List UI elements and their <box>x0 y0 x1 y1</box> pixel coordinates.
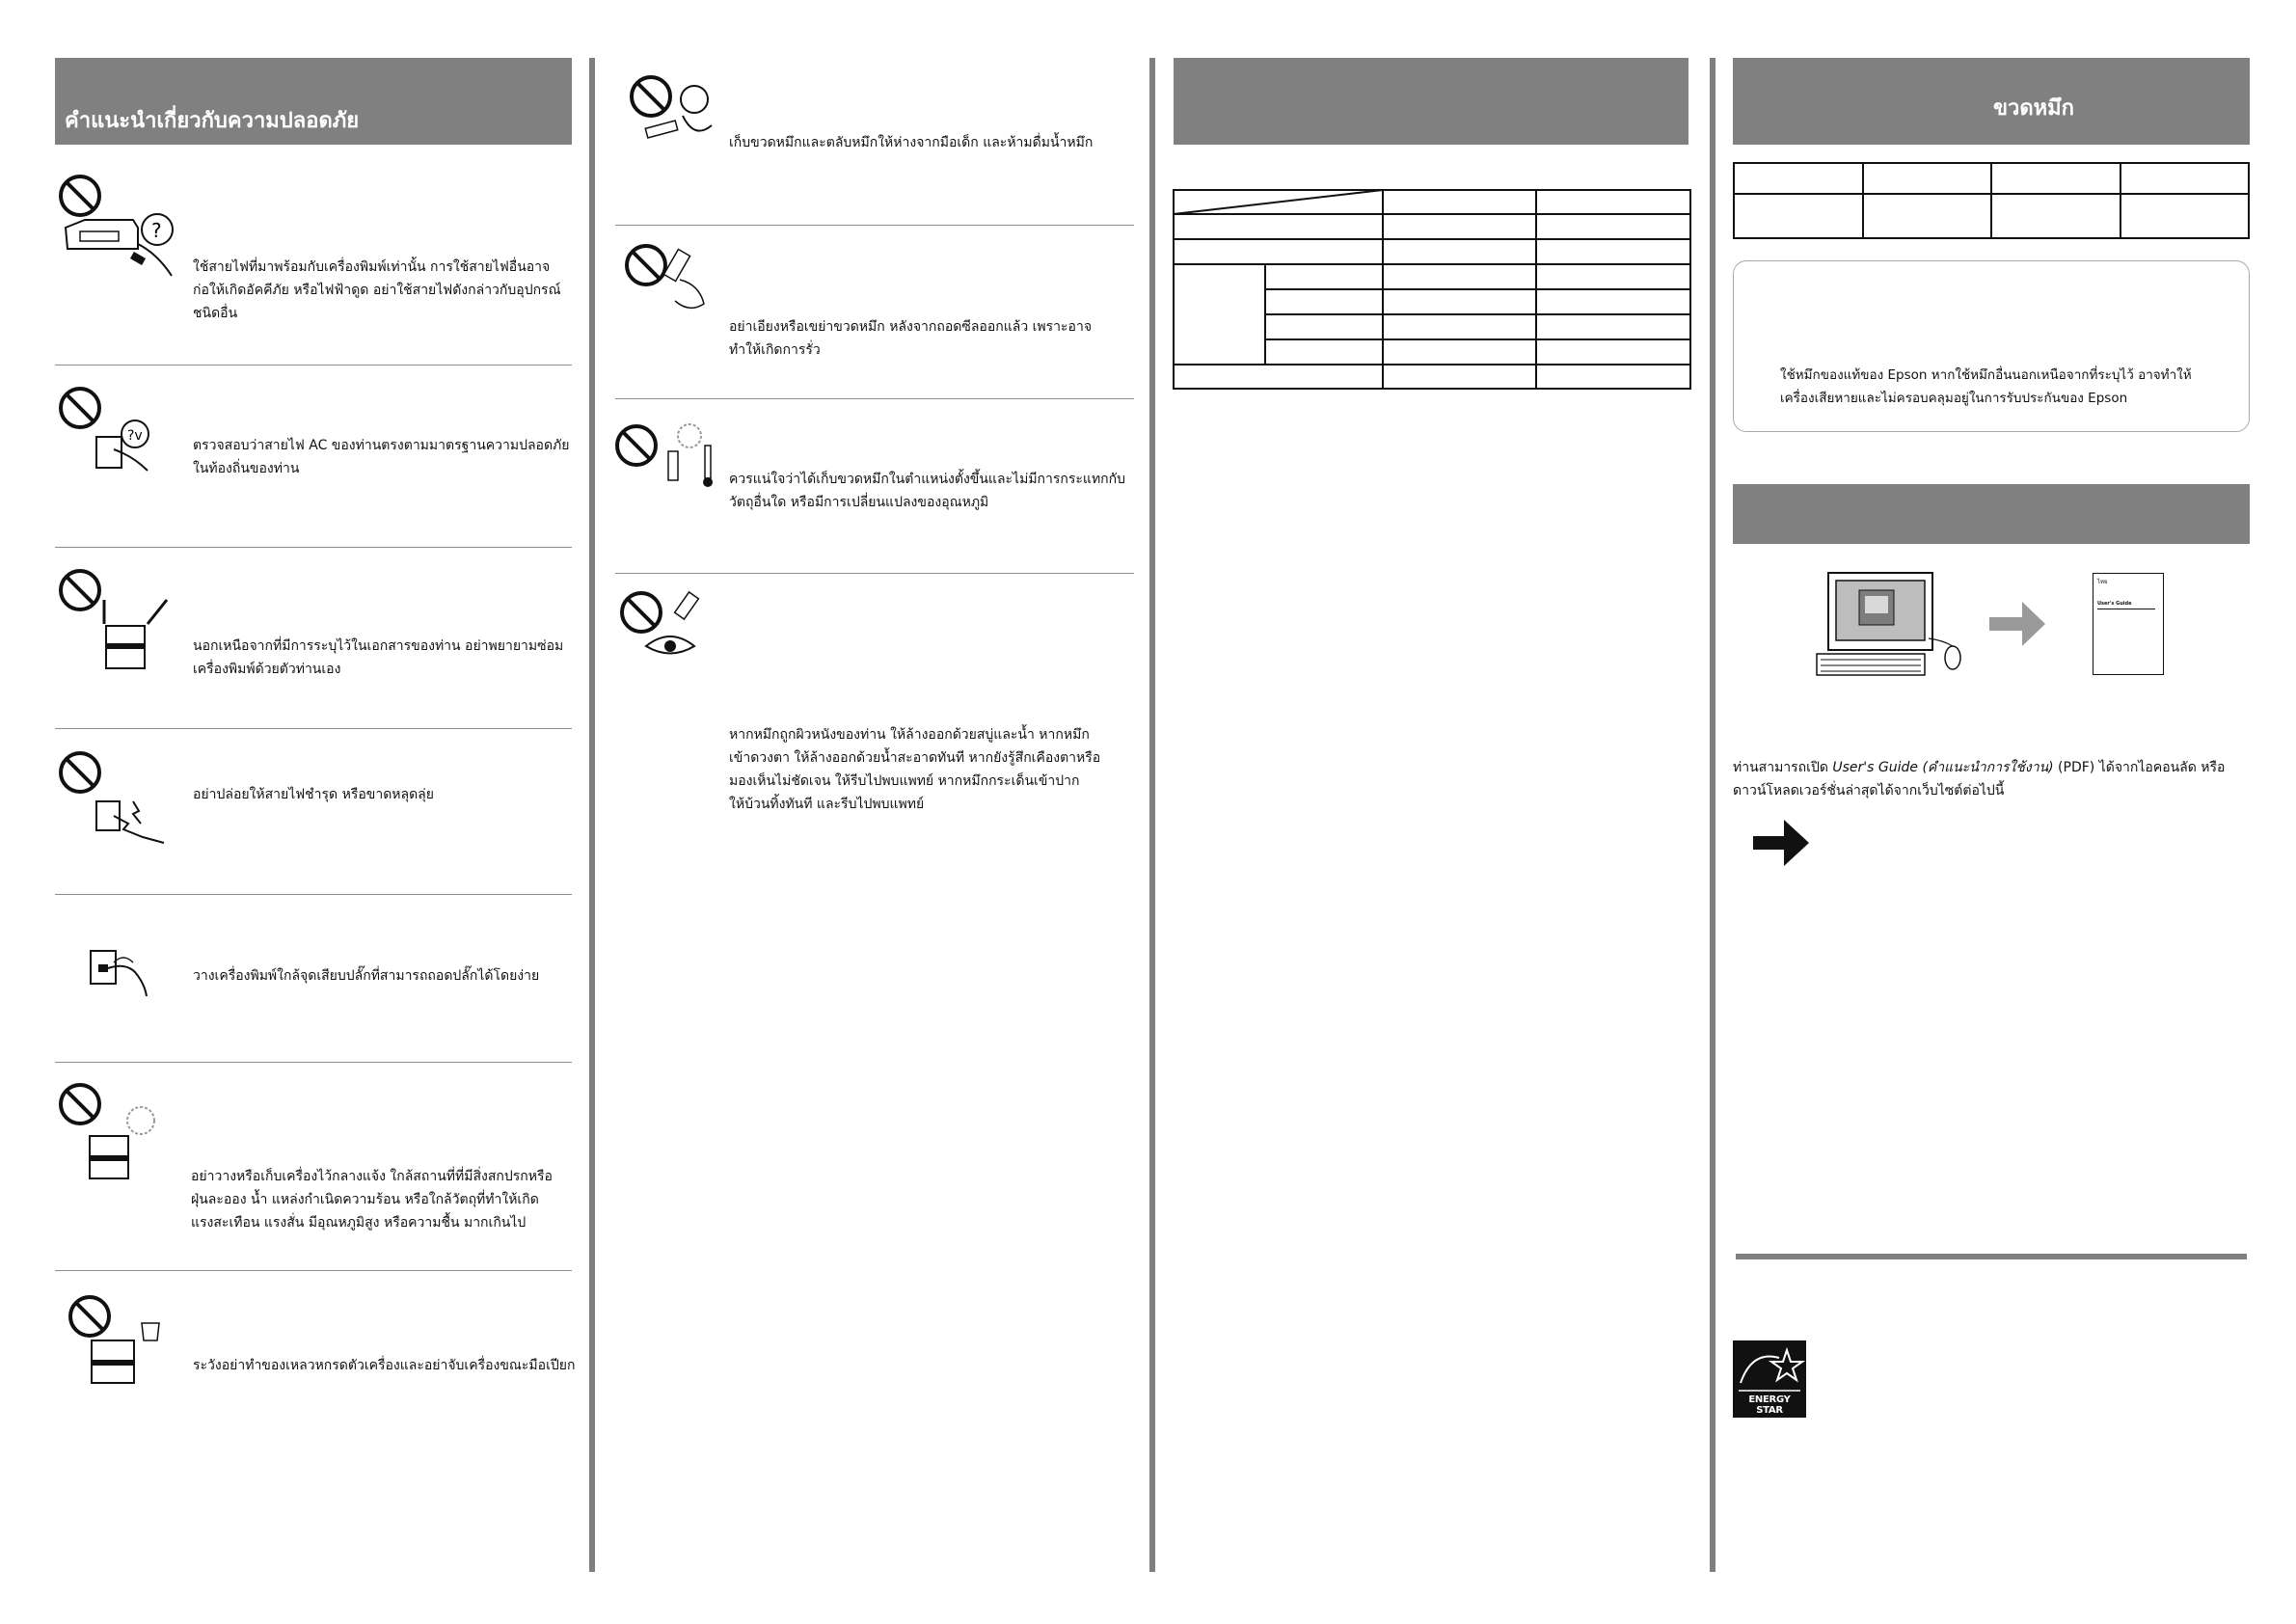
users-guide-manual-icon <box>2093 573 2164 675</box>
power-cord-warning-icon <box>56 172 181 283</box>
separator <box>55 894 572 895</box>
ink-tilt-warning-icon <box>622 241 728 328</box>
guide-header <box>1733 484 2250 544</box>
energy-star-label: ENERGY STAR <box>1748 1394 1791 1416</box>
energy-star-icon <box>1733 1340 1806 1400</box>
safety-text-4: อย่าปล่อยให้สายไฟชำรุด หรือขาดหลุดลุ่ย <box>193 787 434 802</box>
ink-text-4: หากหมึกถูกผิวหนังของท่าน ให้ล้างออกด้วยสบู่และน้ำ หากหมึก เข้าดวงตา ให้ล้างออกด้วยน้ำสะอาดทันที หากยังรู้สึกเคืองตาหรือ มองเห็นไม่ชัดเจน ให้รีบไปพบแพทย์ หากหมึกกระเด็นเข้าปาก ให้บ้วนทิ้งทันที และรีบไปพบแพทย์ <box>729 727 1101 812</box>
gray-arrow-icon <box>1989 602 2047 646</box>
ink-bottle-header <box>1733 58 2250 145</box>
computer-shortcut-icon <box>1813 571 1967 679</box>
ink-bottle-heading: ขวดหมึก <box>1993 96 2075 121</box>
column-divider-2 <box>1149 58 1155 1572</box>
separator <box>55 547 572 548</box>
column3-header <box>1174 58 1688 145</box>
svg-text:?: ? <box>151 219 162 242</box>
manual-lang-label: ไทย <box>2097 579 2108 585</box>
svg-text:?v: ?v <box>127 428 143 444</box>
separator <box>55 1062 572 1063</box>
child-safety-warning-icon <box>627 72 733 149</box>
safety-text-2: ตรวจสอบว่าสายไฟ AC ของท่านตรงตามมาตรฐานความปลอดภัย ในท้องถิ่นของท่าน <box>193 438 570 476</box>
safety-text-3: นอกเหนือจากที่มีการระบุไว้ในเอกสารของท่าน อย่าพยายามซ่อม เครื่องพิมพ์ด้วยตัวท่านเอง <box>193 638 564 677</box>
genuine-ink-note-box <box>1733 260 2250 432</box>
separator <box>55 1270 572 1271</box>
ink-text-1: เก็บขวดหมึกและตลับหมึกให้ห่างจากมือเด็ก และห้ามดื่มน้ำหมึก <box>729 135 1094 150</box>
safety-header <box>55 58 572 145</box>
ink-text-3: ควรแน่ใจว่าได้เก็บขวดหมึกในตำแหน่งตั้งขึ้นและไม่มีการกระแทกกับ วัตถุอื่นใด หรือมีการเปลี่ยนแปลงของอุณหภูมิ <box>729 472 1126 510</box>
ink-bottle-table <box>1733 162 2250 239</box>
outlet-plug-icon <box>87 943 149 1001</box>
safety-text-5: วางเครื่องพิมพ์ใกล้จุดเสียบปลั๊กที่สามารถถอดปลั๊กได้โดยง่าย <box>193 968 540 984</box>
safety-text-6: อย่าวางหรือเก็บเครื่องไว้กลางแจ้ง ใกล้สถานที่ที่มีสิ่งสกปรกหรือ ฝุ่นละออง น้ำ แหล่งกำเนิดความร้อน หรือใกล้วัตถุที่ทำให้เกิด แรงสะเทือน แรงสั่น มีอุณหภูมิสูง หรือความชื้น มากเกินไป <box>191 1169 553 1231</box>
eye-contact-warning-icon <box>617 588 723 665</box>
safety-text-7: ระวังอย่าทำของเหลวหกรดตัวเครื่องและอย่าจับเครื่องขณะมือเปียก <box>193 1358 576 1373</box>
black-arrow-icon <box>1753 820 1811 866</box>
genuine-ink-note: ใช้หมึกของแท้ของ Epson หากใช้หมึกอื่นนอกเหนือจากที่ระบุไว้ อาจทำให้ เครื่องเสียหายและไม่ครอบคลุมอยู่ในการรับประกันของ Epson <box>1780 367 2192 406</box>
separator <box>615 225 1134 226</box>
environment-warning-icon <box>56 1080 162 1181</box>
users-guide-instructions: ท่านสามารถเปิด User's Guide (คำแนะนำการใช้งาน) (PDF) ได้จากไอคอนลัด หรือ ดาวน์โหลดเวอร์ชั่นล่าสุดได้จากเว็บไซต์ต่อไปนี้ <box>1733 760 2226 798</box>
separator <box>55 728 572 729</box>
safety-heading: คำแนะนำเกี่ยวกับความปลอดภัย <box>65 109 360 133</box>
separator <box>615 398 1134 399</box>
column-divider-3 <box>1710 58 1715 1572</box>
ac-outlet-warning-icon <box>56 384 162 480</box>
energy-star-logo <box>1733 1340 1806 1418</box>
specs-table <box>1173 189 1691 390</box>
section-rule <box>1736 1254 2247 1259</box>
safety-text-1: ใช้สายไฟที่มาพร้อมกับเครื่องพิมพ์เท่านั้น การใช้สายไฟอื่นอาจ ก่อให้เกิดอัคคีภัย หรือไฟฟ้าดูด อย่าใช้สายไฟดังกล่าวกับอุปกรณ์ ชนิดอื่น <box>193 259 561 321</box>
separator <box>615 573 1134 574</box>
damaged-cord-warning-icon <box>56 748 172 845</box>
liquid-spill-warning-icon <box>63 1292 174 1389</box>
ink-text-2: อย่าเอียงหรือเขย่าขวดหมึก หลังจากถอดซีลออกแล้ว เพราะอาจ ทำให้เกิดการรั่ว <box>729 319 1093 358</box>
manual-cover-title: User's Guide <box>2097 601 2132 607</box>
ink-storage-warning-icon <box>612 417 728 503</box>
column-divider-1 <box>589 58 595 1572</box>
no-repair-warning-icon <box>56 566 172 672</box>
